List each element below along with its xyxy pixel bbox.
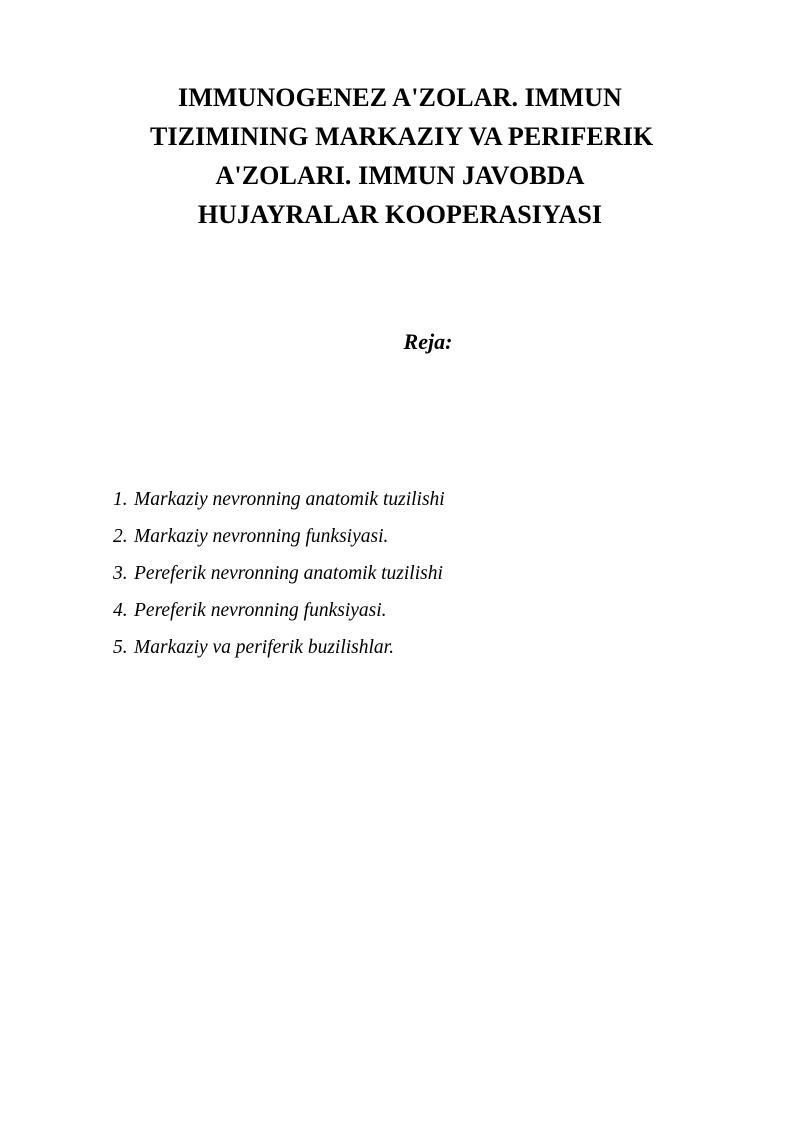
plan-item-number: 5. xyxy=(113,637,128,658)
plan-heading: Reja: xyxy=(403,329,453,354)
plan-item xyxy=(113,486,445,523)
plan-list xyxy=(113,486,445,671)
plan-item-number: 3. xyxy=(113,563,128,584)
plan-item-number: 1. xyxy=(113,489,128,510)
plan-item xyxy=(113,634,445,671)
plan-item-text: Markaziy nevronning funksiyasi. xyxy=(134,526,389,547)
plan-item xyxy=(113,597,445,634)
document-title xyxy=(150,78,654,234)
plan-item xyxy=(113,523,445,560)
title-line: A'ZOLARI. IMMUN JAVOBDA xyxy=(215,161,585,190)
title-line: IMMUNOGENEZ A'ZOLAR. IMMUN xyxy=(178,83,622,112)
plan-item xyxy=(113,560,445,597)
title-line: TIZIMINING MARKAZIY VA PERIFERIK xyxy=(150,122,654,151)
plan-item-number: 2. xyxy=(113,526,128,547)
plan-item-text: Markaziy va periferik buzilishlar. xyxy=(134,637,394,658)
plan-item-text: Pereferik nevronning anatomik tuzilishi xyxy=(134,563,443,584)
plan-item-text: Pereferik nevronning funksiyasi. xyxy=(134,600,387,621)
plan-item-text: Markaziy nevronning anatomik tuzilishi xyxy=(134,489,445,510)
title-line: HUJAYRALAR KOOPERASIYASI xyxy=(197,200,603,229)
plan-item-number: 4. xyxy=(113,600,128,621)
